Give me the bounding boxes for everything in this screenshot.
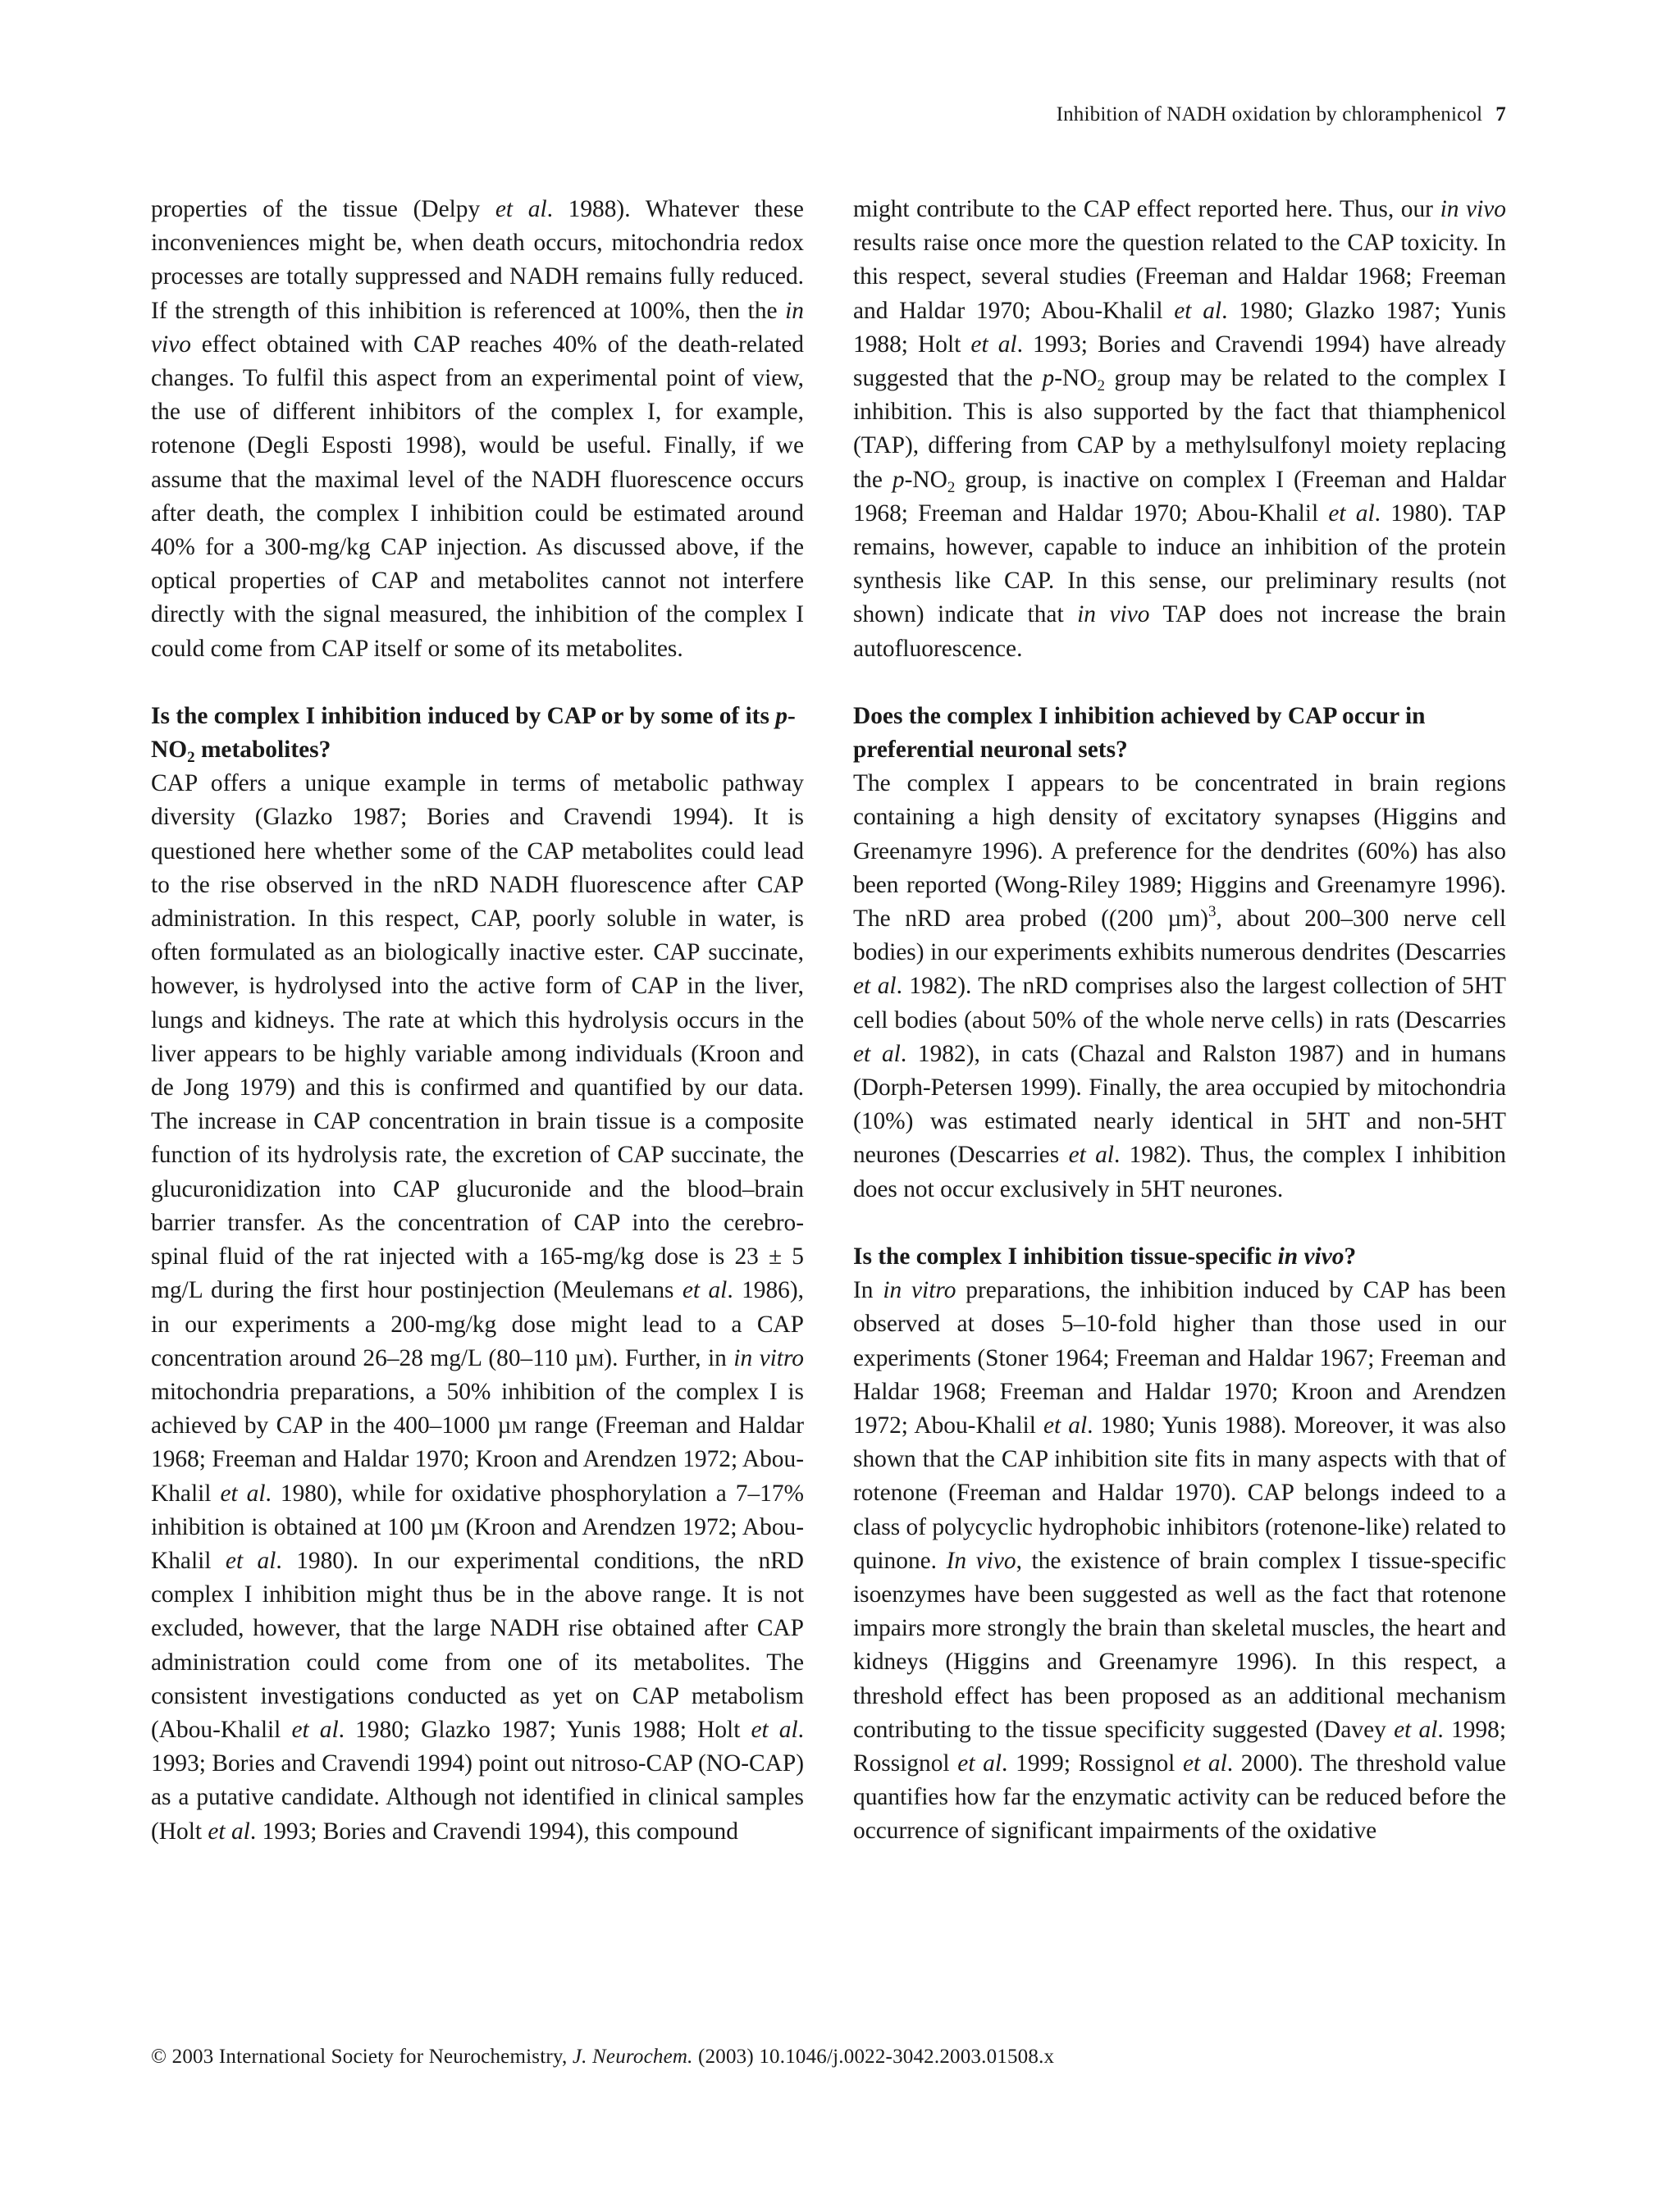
running-title: Inhibition of NADH oxidation by chloramphenicol bbox=[1056, 103, 1483, 125]
left-column bbox=[151, 193, 804, 1849]
left-paragraph-1: properties of the tissue (Delpy et al. 1988). Whatever these inconveniences might be, when death occurs, mitochondria redox processes are totally suppressed and NADH remains fully reduced. If the strength of this inhibition is referenced at 100%, then the in vivo effect obtained with CAP reaches 40% of the death-related changes. To fulfil this aspect from an experimental point of view, the use of different inhibitors of the complex I, for example, rotenone (Degli Esposti 1998), would be useful. Finally, if we assume that the maximal level of the NADH fluorescence occurs after death, the complex I inhibition could be estimated around 40% for a 300-mg/kg CAP injection. As discussed above, if the optical properties of CAP and metabolites cannot not interfere directly with the signal measured, the inhibition of the complex I could come from CAP itself or some of its metabolites. bbox=[151, 196, 804, 662]
right-paragraph-3: In in vitro preparations, the inhibition induced by CAP has been observed at doses 5–10-fold higher than those used in our experiments (Stoner 1964; Freeman and Haldar 1967; Freeman and Haldar 1968; Freeman and Haldar 1970; Kroon and Arendzen 1972; Abou-Khalil et al. 1980; Yunis 1988). Moreover, it was also shown that the CAP inhibition site fits in many aspects with that of rotenone (Freeman and Haldar 1970). CAP belongs indeed to a class of polycyclic hydrophobic inhibitors (rotenone-like) related to quinone. In vivo, the existence of brain complex I tissue-specific isoenzymes have been suggested as well as the fact that rotenone impairs more strongly the brain than skeletal muscles, the heart and kidneys (Higgins and Greenamyre 1996). In this respect, a threshold effect has been proposed as an additional mechanism contributing to the tissue specificity suggested (Davey et al. 1998; Rossignol et al. 1999; Rossignol et al. 2000). The threshold value quantifies how far the enzymatic activity can be reduced before the occurrence of significant impairments of the oxidative bbox=[853, 1277, 1506, 1845]
section-heading-tissue-specific: Is the complex I inhibition tissue-specific in vivo? bbox=[853, 1243, 1357, 1270]
copyright-footer: © 2003 International Society for Neurochemistry, J. Neurochem. (2003) 10.1046/j.0022-3042.2003.01508.x bbox=[151, 2046, 1055, 2068]
page-number: 7 bbox=[1495, 103, 1506, 125]
right-column bbox=[853, 193, 1506, 1849]
section-heading-capno2: Is the complex I inhibition induced by CAP or by some of its $p-NO_2$ metabolites? bbox=[151, 702, 796, 767]
right-paragraph-2: The complex I appears to be concentrated in brain regions containing a high density of excitatory synapses (Higgins and Greenamyre 1996). A preference for the dendrites (60%) has also been reported (Wong-Riley 1989; Higgins and Greenamyre 1996). The nRD area probed ((200 µm)$^3$, about 200–300 nerve cell bodies) in our experiments exhibits numerous dendrites (Descarries et al. 1982). The nRD comprises also the largest collection of 5HT cell bodies (about 50% of the whole nerve cells) in rats (Descarries et al. 1982), in cats (Chazal and Ralston 1987) and in humans (Dorph-Petersen 1999). Finally, the area occupied by mitochondria (10%) was estimated nearly identical in 5HT and non-5HT neurones (Descarries et al. 1982). Thus, the complex I inhibition does not occur exclusively in 5HT neurones. bbox=[853, 770, 1507, 1202]
left-paragraph-2: CAP offers a unique example in terms of metabolic pathway diversity (Glazko 1987; Bories and Cravendi 1994). It is questioned here whether some of the CAP metabolites could lead to the rise observed in the nRD NADH fluorescence after CAP administration. In this respect, CAP, poorly soluble in water, is often formulated as an biologically inactive ester. CAP succinate, however, is hydrolysed into the active form of CAP in the liver, lungs and kidneys. The rate at which this hydrolysis occurs in the liver appears to be highly variable among individuals (Kroon and de Jong 1979) and this is confirmed and quantified by our data. The increase in CAP concentration in brain tissue is a composite function of its hydrolysis rate, the excretion of CAP succinate, the glucuronidization into CAP glucuronide and the blood–brain barrier transfer. As the concentration of CAP into the cerebro-spinal fluid of the rat injected with a 165-mg/kg dose is 23 ± 5 mg/L during the first hour postinjection (Meulemans et al. 1986), in our experiments a 200-mg/kg dose might lead to a CAP concentration around 26–28 mg/L (80–110 µm). Further, in in vitro mitochondria preparations, a 50% inhibition of the complex I is achieved by CAP in the 400–1000 µm range (Freeman and Haldar 1968; Freeman and Haldar 1970; Kroon and Arendzen 1972; Abou-Khalil et al. 1980), while for oxidative phosphorylation a 7–17% inhibition is obtained at 100 µm (Kroon and Arendzen 1972; Abou-Khalil et al. 1980). In our experimental conditions, the nRD complex I inhibition might thus be in the above range. It is not excluded, however, that the large NADH rise obtained after CAP administration could come from one of its metabolites. The consistent investigations conducted as yet on CAP metabolism (Abou-Khalil et al. 1980; Glazko 1987; Yunis 1988; Holt et al. 1993; Bories and Cravendi 1994) point out nitroso-CAP (NO-CAP) as a putative candidate. Although not identified in clinical samples (Holt et al. 1993; Bories and Cravendi 1994), this compound bbox=[151, 770, 805, 1845]
section-heading-neuronal-sets: Does the complex I inhibition achieved by CAP occur in preferential neuronal sets? bbox=[853, 702, 1426, 764]
running-head bbox=[1057, 103, 1506, 126]
right-paragraph-1: might contribute to the CAP effect reported here. Thus, our in vivo results raise once more the question related to the CAP toxicity. In this respect, several studies (Freeman and Haldar 1968; Freeman and Haldar 1970; Abou-Khalil et al. 1980; Glazko 1987; Yunis 1988; Holt et al. 1993; Bories and Cravendi 1994) have already suggested that the $p-NO_2$ group may be related to the complex I inhibition. This is also supported by the fact that thiamphenicol (TAP), differing from CAP by a methylsulfonyl moiety replacing the $p-NO_2$ group, is inactive on complex I (Freeman and Haldar 1968; Freeman and Haldar 1970; Abou-Khalil et al. 1980). TAP remains, however, capable to induce an inhibition of the protein synthesis like CAP. In this sense, our preliminary results (not shown) indicate that in vivo TAP does not increase the brain autofluorescence. bbox=[853, 196, 1507, 662]
